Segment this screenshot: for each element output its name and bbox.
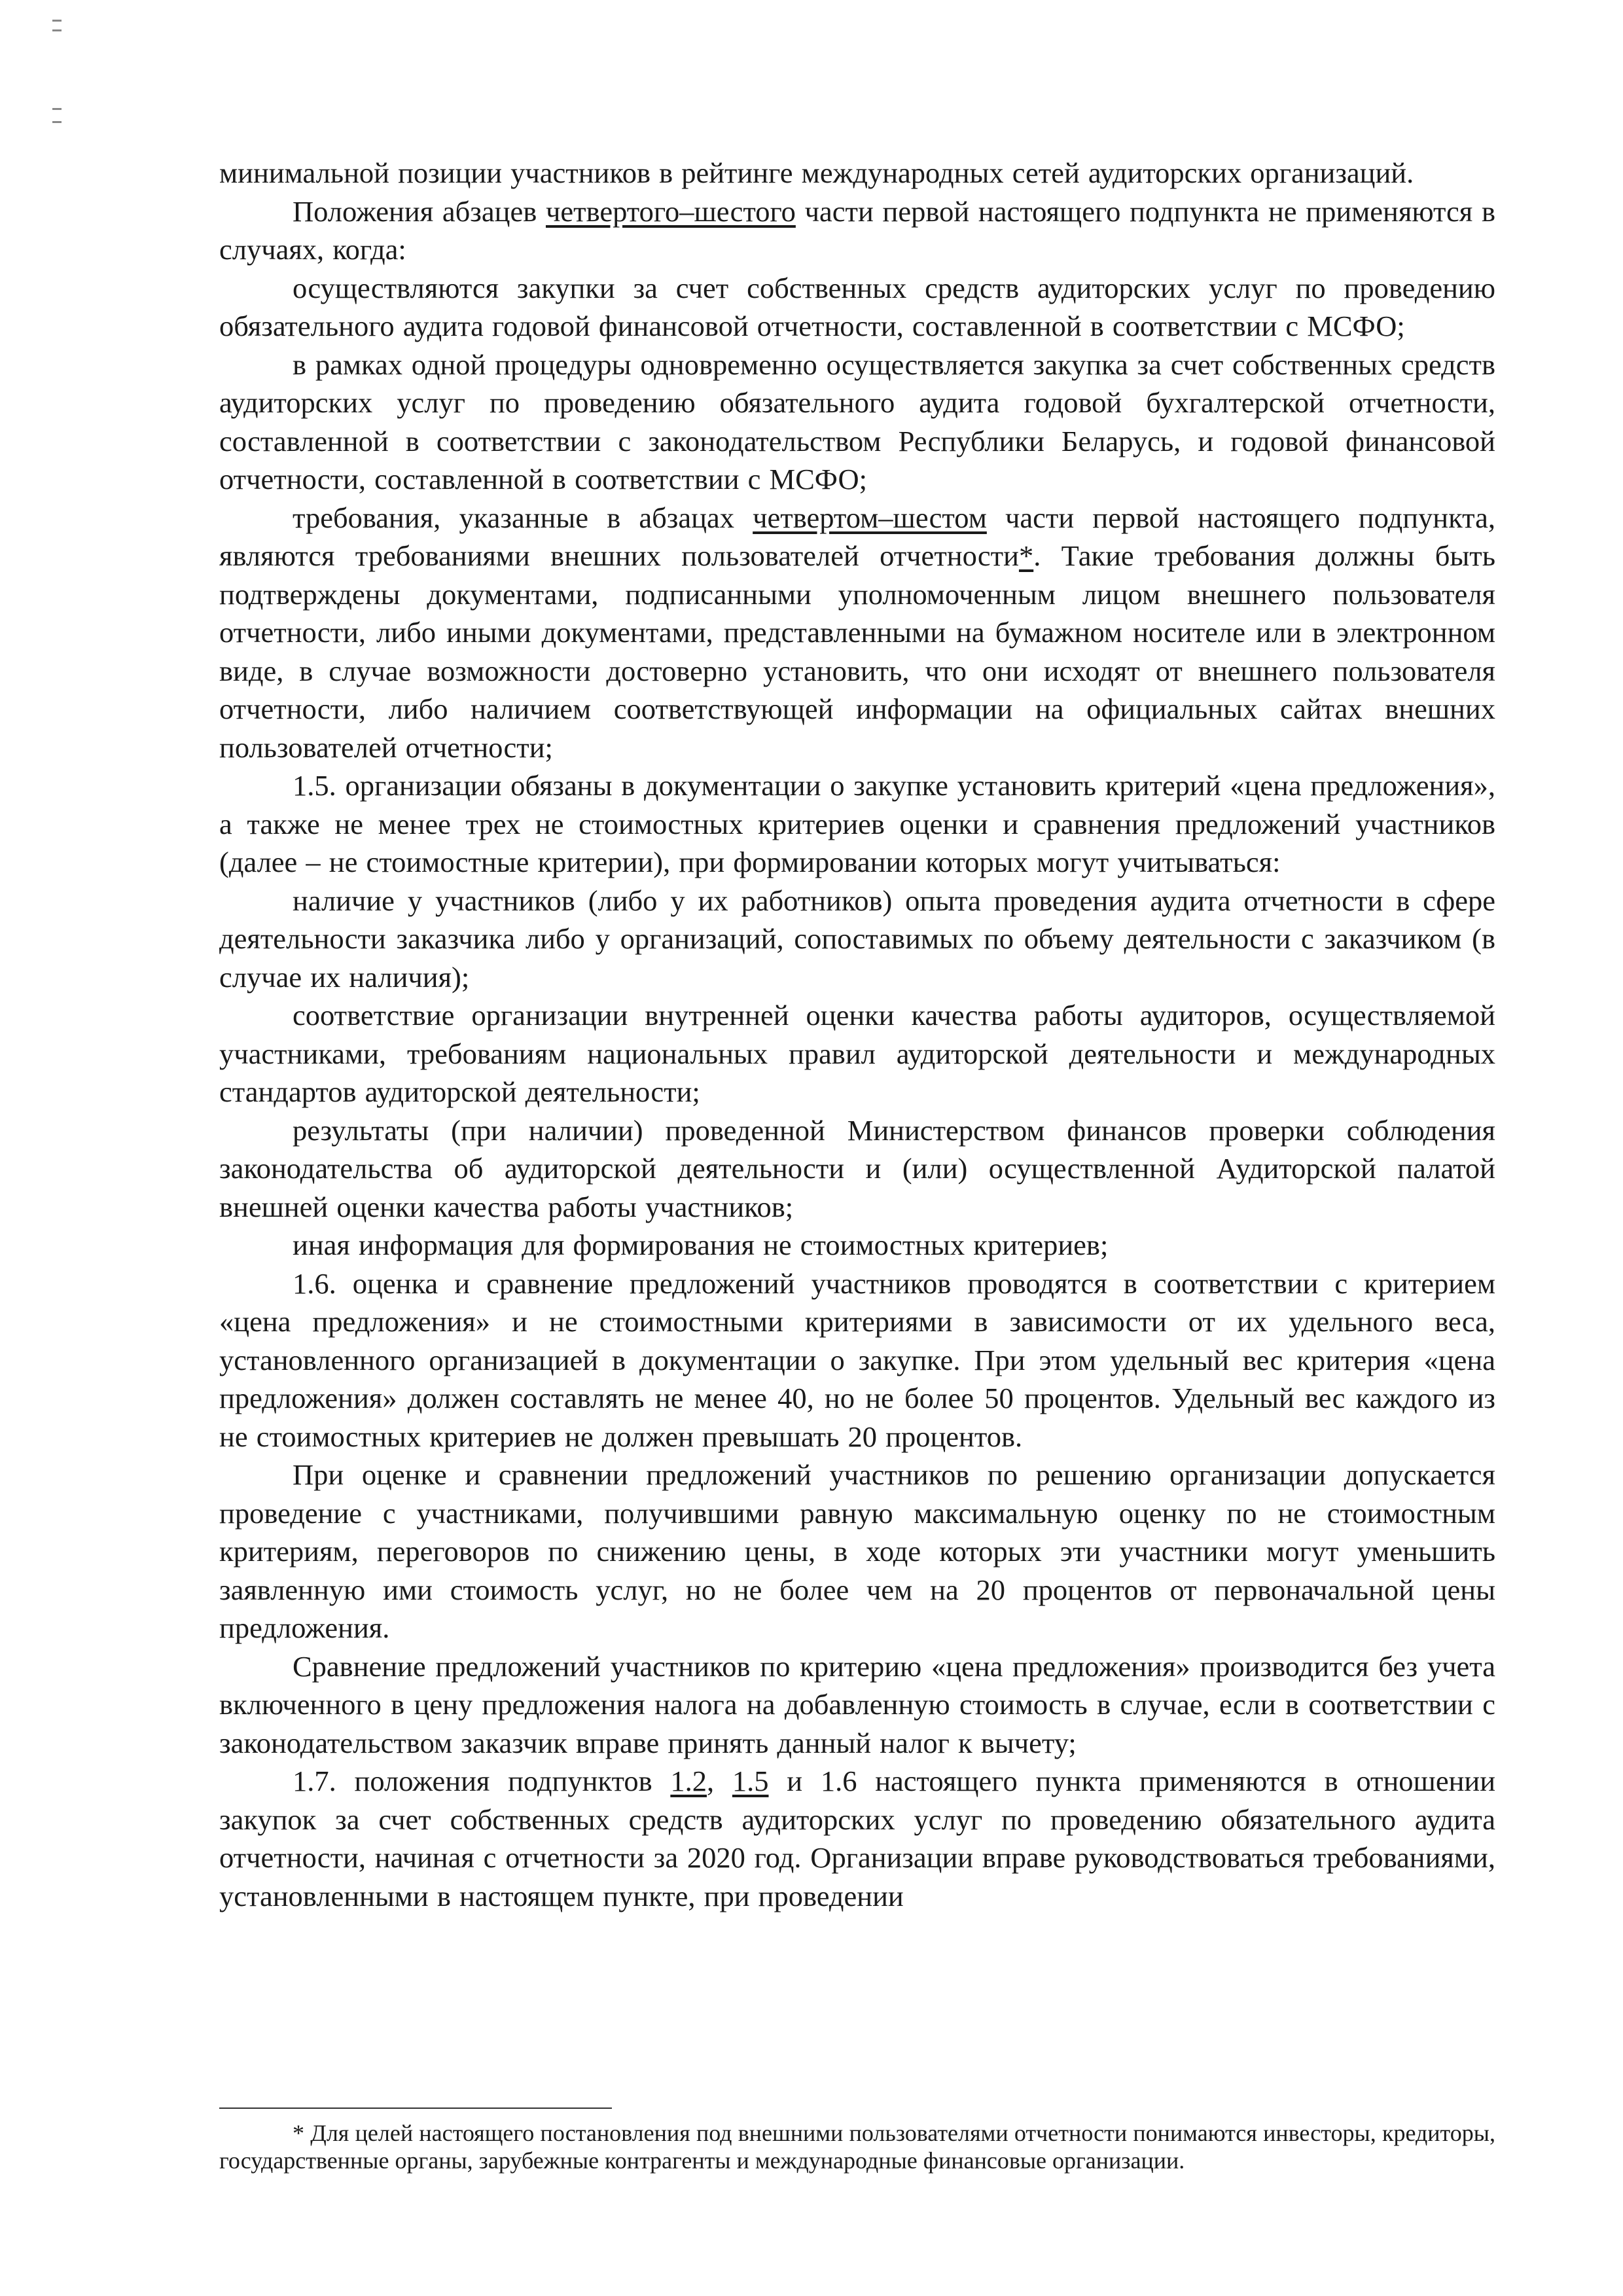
scan-mark [52, 20, 62, 22]
document-body [219, 154, 1495, 1915]
paragraph-text: Сравнение предложений участников по критерию «цена предложения» производится без учета включенного в цену предложения налога на добавленную стоимость в случае, если в соответствии с законодательством заказчик вправе принять данный налог к вычету; [219, 1649, 1495, 1759]
paragraph-text: наличие у участников (либо у их работников) опыта проведения аудита отчетности в сфере деятельности заказчика либо у организаций, сопоставимых по объему деятельности с заказчиком (в случае их наличия); [219, 884, 1495, 994]
paragraph-text: требования, указанные в абзацах [293, 501, 753, 534]
paragraph [219, 499, 1495, 767]
paragraph [219, 192, 1495, 269]
paragraph-text: Положения абзацев [293, 194, 546, 228]
paragraph-text: соответствие организации внутренней оценки качества работы аудиторов, осуществляемой участниками, требованиям национальных правил аудиторской деятельности и международных стандартов аудиторской деятельности; [219, 999, 1495, 1108]
paragraph-text: части первой настоящего подпункта не применяются в случаях, когда: [219, 194, 1495, 266]
paragraph-text: 1.6. оценка и сравнение предложений участников проводятся в соответствии с критерием «цена предложения» и не стоимостными критериями в зависимости от их удельного веса, установленного организацией в документации о закупке. При этом удельный вес критерия «цена предложения» должен составлять не менее 40, но не более 50 процентов. Удельный вес каждого из не стоимостных критериев не должен превышать 20 процентов. [219, 1266, 1495, 1453]
cross-reference-link[interactable]: * [1018, 539, 1034, 572]
scan-mark [52, 29, 62, 31]
paragraph [219, 996, 1495, 1111]
paragraph [219, 154, 1495, 192]
paragraph-text: , [706, 1765, 732, 1797]
paragraph [219, 269, 1495, 346]
paragraph-text: . Такие требования должны быть подтверждены документами, подписанными уполномоченным лицом внешнего пользователя отчетности, либо иными документами, представленными на бумажном носителе или в электронном виде, в случае возможности достоверно установить, что они исходят от внешнего пользователя отчетности, либо наличием соответствующей информации на официальных сайтах внешних пользователей отчетности; [219, 539, 1495, 764]
paragraph [219, 346, 1495, 499]
scan-mark [52, 108, 62, 110]
paragraph-text: 1.7. положения подпунктов [293, 1765, 671, 1797]
scan-mark [52, 121, 62, 123]
paragraph-text: При оценке и сравнении предложений участников по решению организации допускается проведение с участниками, получившими равную максимальную оценку по не стоимостным критериям, переговоров по снижению цены, в ходе которых эти участники могут уменьшить заявленную ими стоимость услуг, но не более чем на 20 процентов от первоначальной цены предложения. [219, 1458, 1495, 1644]
paragraph-text: результаты (при наличии) проведенной Министерством финансов проверки соблюдения законодательства об аудиторской деятельности и (или) осуществленной Аудиторской палатой внешней оценки качества работы участников; [219, 1113, 1495, 1223]
paragraph-text: минимальной позиции участников в рейтинге международных сетей аудиторских организаций. [219, 156, 1414, 189]
paragraph-text: и 1.6 настоящего пункта применяются в отношении закупок за счет собственных средств аудиторских услуг по проведению обязательного аудита отчетности, начиная с отчетности за 2020 год. Организации вправе руководствоваться требованиями, установленными в настоящем пункте, при проведении [219, 1765, 1496, 1912]
footnote: * Для целей настоящего постановления под внешними пользователями отчетности понимаются инвесторы, кредиторы, государственные органы, зарубежные контрагенты и международные финансовые организации. [219, 2120, 1495, 2174]
paragraph [219, 1456, 1495, 1647]
paragraph-text: иная информация для формирования не стоимостных критериев; [293, 1229, 1109, 1261]
cross-reference-link[interactable]: 1.2 [670, 1765, 707, 1797]
paragraph-text: в рамках одной процедуры одновременно осуществляется закупка за счет собственных средств аудиторских услуг по проведению обязательного аудита годовой бухгалтерской отчетности, составленной в соответствии с законодательством Республики Беларусь, и годовой финансовой отчетности, составленной в соответствии с МСФО; [219, 348, 1495, 495]
paragraph [219, 1265, 1495, 1456]
cross-reference-link[interactable]: четвертого–шестого [545, 194, 796, 228]
cross-reference-link[interactable]: 1.5 [732, 1765, 769, 1797]
paragraph [219, 1111, 1495, 1227]
cross-reference-link[interactable]: четвертом–шестом [753, 501, 987, 534]
paragraph [219, 1226, 1495, 1265]
paragraph-text: части первой настоящего подпункта, являются требованиями внешних пользователей отчетности [219, 501, 1495, 572]
paragraph [219, 882, 1495, 997]
paragraph-text: осуществляются закупки за счет собственных средств аудиторских услуг по проведению обязательного аудита годовой финансовой отчетности, составленной в соответствии с МСФО; [219, 271, 1495, 342]
paragraph [219, 1647, 1495, 1763]
paragraph [219, 1762, 1495, 1915]
paragraph [219, 766, 1495, 882]
paragraph-text: 1.5. организации обязаны в документации о закупке установить критерий «цена предложения», а также не менее трех не стоимостных критериев оценки и сравнения предложений участников (далее – не стоимостные критерии), при формировании которых могут учитываться: [219, 769, 1495, 878]
footnote-divider [219, 2108, 612, 2109]
